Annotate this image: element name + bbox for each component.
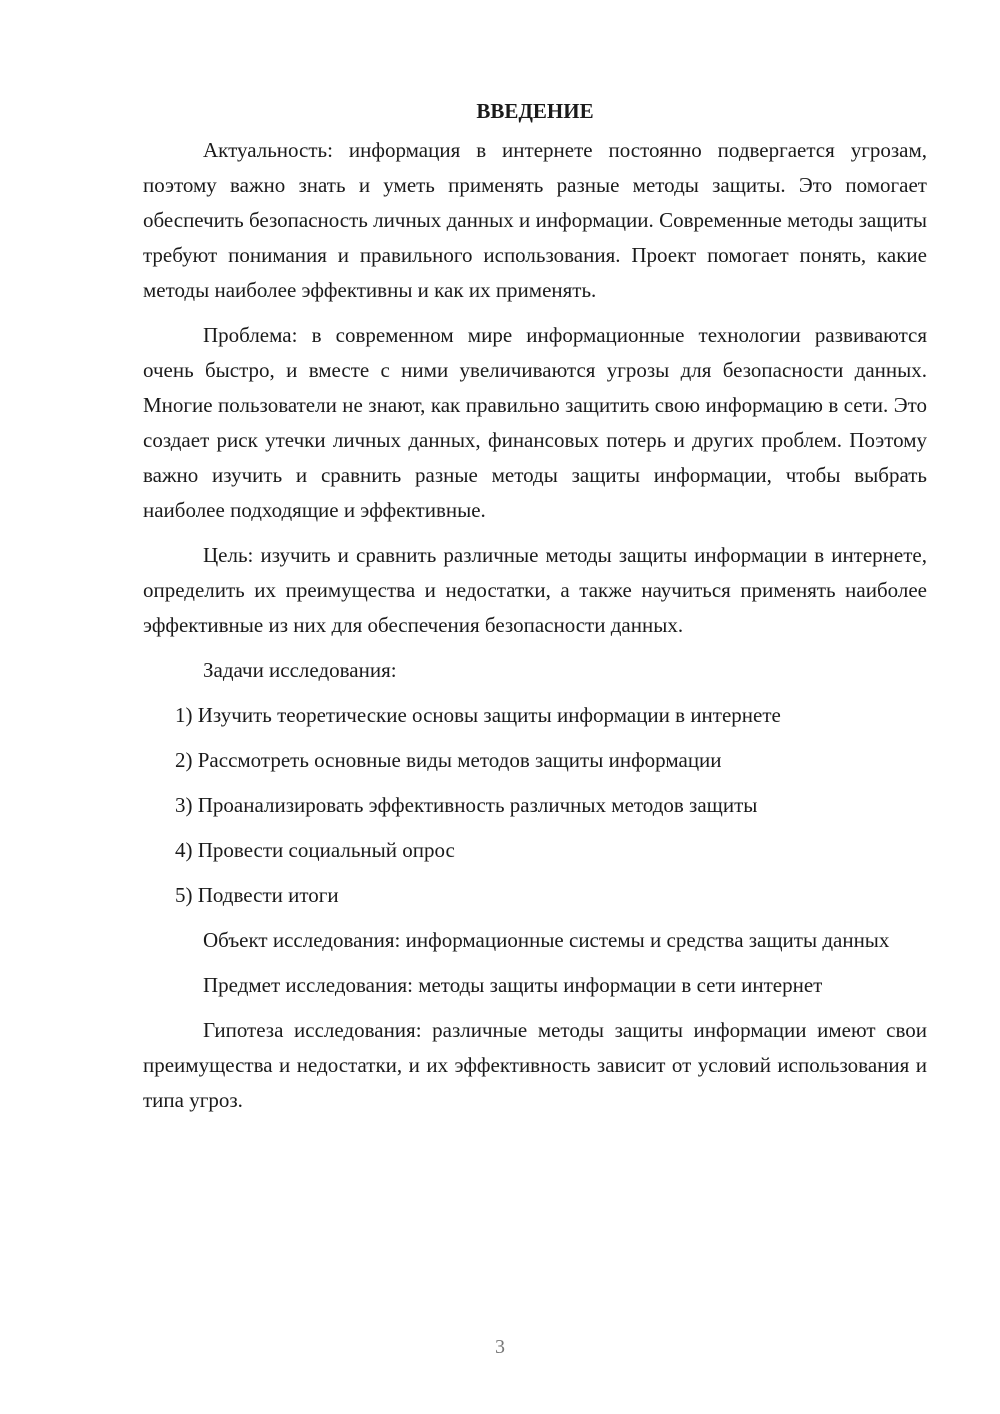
page-title: ВВЕДЕНИЕ xyxy=(476,99,594,123)
document-body xyxy=(143,94,927,1118)
problem-paragraph: Проблема: в современном мире информационные технологии развиваются очень быстро, и вместе с ними увеличиваются угрозы для безопасности данных. Многие пользователи не знают, как правильно защитить свою информацию в сети. Это создает риск утечки личных данных, финансовых потерь и других проблем. Поэтому важно изучить и сравнить разные методы защиты информации, чтобы выбрать наиболее подходящие и эффективные. xyxy=(143,323,927,522)
relevance-paragraph: Актуальность: информация в интернете постоянно подвергается угрозам, поэтому важно знать и уметь применять разные методы защиты. Это помогает обеспечить безопасность личных данных и информации. Современные методы защиты требуют понимания и правильного использования. Проект помогает понять, какие методы наиболее эффективны и как их применять. xyxy=(143,138,927,302)
list-item: 4) Провести социальный опрос xyxy=(175,838,455,862)
page-number: 3 xyxy=(495,1336,505,1358)
goal-paragraph: Цель: изучить и сравнить различные методы защиты информации в интернете, определить их преимущества и недостатки, а также научиться применять наиболее эффективные из них для обеспечения безопасности данных. xyxy=(143,543,927,637)
hypothesis-paragraph: Гипотеза исследования: различные методы защиты информации имеют свои преимущества и недостатки, и их эффективность зависит от условий использования и типа угроз. xyxy=(143,1018,927,1112)
list-item: 1) Изучить теоретические основы защиты информации в интернете xyxy=(175,703,781,727)
subject-paragraph: Предмет исследования: методы защиты информации в сети интернет xyxy=(203,973,823,997)
list-item: 5) Подвести итоги xyxy=(175,883,339,907)
object-paragraph: Объект исследования: информационные системы и средства защиты данных xyxy=(203,928,890,952)
tasks-heading: Задачи исследования: xyxy=(203,658,397,682)
list-item: 3) Проанализировать эффективность различных методов защиты xyxy=(175,793,758,817)
list-item: 2) Рассмотреть основные виды методов защиты информации xyxy=(175,748,722,772)
